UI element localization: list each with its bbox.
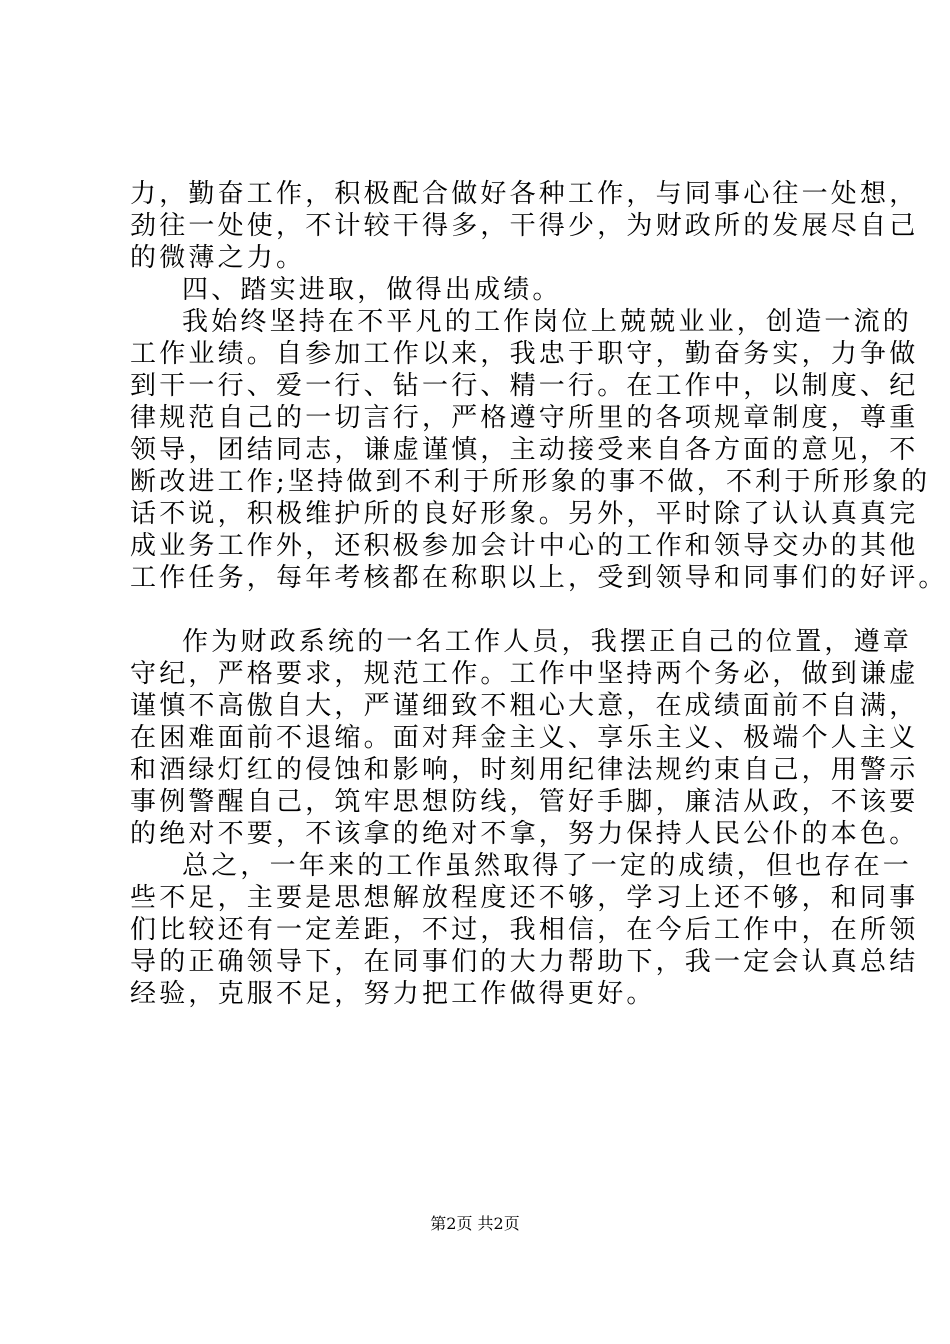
body-line: 在困难面前不退缩。面对拜金主义、享乐主义、极端个人主义 [130, 723, 919, 753]
body-line: 领导，团结同志，谦虚谨慎，主动接受来自各方面的意见，不 [130, 435, 919, 465]
body-line: 总之，一年来的工作虽然取得了一定的成绩，但也存在一 [182, 851, 913, 881]
body-line: 我始终坚持在不平凡的工作岗位上兢兢业业，创造一流的 [182, 307, 913, 337]
body-line: 事例警醒自己，筑牢思想防线，管好手脚，廉洁从政，不该要 [130, 787, 919, 817]
section-heading: 四、踏实进取，做得出成绩。 [182, 275, 562, 305]
body-line: 断改进工作;坚持做到不利于所形象的事不做，不利于所形象的 [130, 467, 931, 497]
body-line: 力，勤奋工作，积极配合做好各种工作，与同事心往一处想， [130, 179, 919, 209]
body-line: 和酒绿灯红的侵蚀和影响，时刻用纪律法规约束自己，用警示 [130, 755, 919, 785]
body-line: 到干一行、爱一行、钻一行、精一行。在工作中，以制度、纪 [130, 371, 919, 401]
body-line: 工作任务，每年考核都在称职以上，受到领导和同事们的好评。 [130, 563, 948, 593]
page-number: 第2页 共2页 [430, 1214, 520, 1233]
body-line: 工作业绩。自参加工作以来，我忠于职守，勤奋务实，力争做 [130, 339, 919, 369]
body-line: 谨慎不高傲自大，严谨细致不粗心大意，在成绩面前不自满， [130, 691, 919, 721]
body-line: 经验，克服不足，努力把工作做得更好。 [130, 979, 656, 1009]
body-line: 作为财政系统的一名工作人员，我摆正自己的位置，遵章 [182, 627, 913, 657]
body-line: 话不说，积极维护所的良好形象。另外，平时除了认认真真完 [130, 499, 919, 529]
body-line: 的微薄之力。 [130, 243, 306, 273]
body-line: 守纪，严格要求，规范工作。工作中坚持两个务必，做到谦虚 [130, 659, 919, 689]
body-line: 的绝对不要，不该拿的绝对不拿，努力保持人民公仆的本色。 [130, 819, 919, 849]
body-line: 成业务工作外，还积极参加会计中心的工作和领导交办的其他 [130, 531, 919, 561]
body-line: 劲往一处使，不计较干得多，干得少，为财政所的发展尽自己 [130, 211, 919, 241]
body-line: 们比较还有一定差距，不过，我相信，在今后工作中，在所领 [130, 915, 919, 945]
body-line: 律规范自己的一切言行，严格遵守所里的各项规章制度，尊重 [130, 403, 919, 433]
body-line: 些不足，主要是思想解放程度还不够，学习上还不够，和同事 [130, 883, 919, 913]
body-line: 导的正确领导下，在同事们的大力帮助下，我一定会认真总结 [130, 947, 919, 977]
